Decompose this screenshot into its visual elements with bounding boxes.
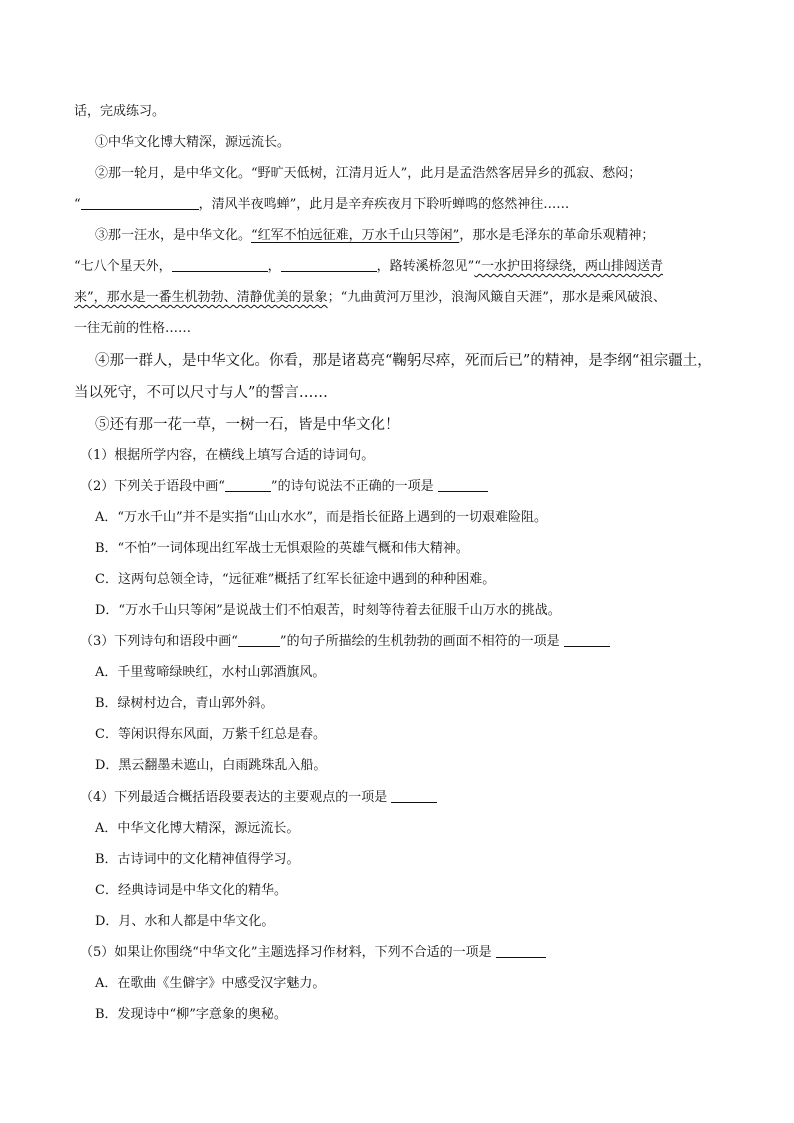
question-4-option-c[interactable]: C．经典诗词是中华文化的精华。 [95,883,287,898]
question-5: （5）如果让你围绕“中华文化”主题选择习作材料，下列不合适的一项是 [80,944,546,962]
question-2-option-a[interactable]: A．“万水千山”并不是实指“山山水水”，而是指长征路上遇到的一切艰难险阻。 [95,510,547,525]
paragraph-3-line-3: 来”，那水是一番生机勃勃、清静优美的景象；“九曲黄河万里沙，浪淘风簸自天涯”，那水是乘风破浪、 [74,290,666,305]
intro-line: 话，完成练习。 [74,104,166,119]
question-2-option-c[interactable]: C．这两句总领全诗，“远征难”概括了红军长征途中遇到的种种困难。 [95,572,496,587]
answer-blank-2[interactable] [172,258,268,272]
answer-blank-1[interactable] [81,196,199,210]
answer-blank-q5[interactable] [496,944,546,958]
wavy-mark-blank [238,633,280,647]
paragraph-3-line-1: ③那一汪水，是中华文化。“红军不怕远征难，万水千山只等闲”，那水是毛泽东的革命乐观精神； [95,228,655,243]
question-2: （2）下列关于语段中画“ ”的诗句说法不正确的一项是 [80,478,488,496]
paragraph-5: ⑤还有那一花一草，一树一石，皆是中华文化！ [95,417,400,433]
question-4-option-b[interactable]: B．古诗词中的文化精神值得学习。 [95,852,300,867]
question-3: （3）下列诗句和语段中画“ ”的句子所描绘的生机勃勃的画面不相符的一项是 [80,633,610,651]
answer-blank-q2[interactable] [438,478,488,492]
question-2-option-b[interactable]: B．“不怕”一词体现出红军战士无惧艰险的英雄气概和伟大精神。 [95,541,469,556]
question-4-option-d[interactable]: D．月、水和人都是中华文化。 [95,914,275,929]
paragraph-1: ①中华文化博大精深，源远流长。 [95,135,291,150]
paragraph-2-line-2: “ ，清风半夜鸣蝉”，此月是辛弃疾夜月下聆听蝉鸣的悠然神往…… [74,197,570,212]
question-3-option-b[interactable]: B．绿树村边合，青山郭外斜。 [95,696,274,711]
wavy-underlined-poem: “一水护田将绿绕，两山排闼送青 [474,259,663,274]
question-1: （1）根据所学内容，在横线上填写合适的诗词句。 [80,448,375,463]
question-5-option-a[interactable]: A．在歌曲《生僻字》中感受汉字魅力。 [95,976,326,991]
answer-blank-3[interactable] [281,258,377,272]
underline-mark-blank [225,478,271,492]
answer-blank-q3[interactable] [564,633,610,647]
question-4-option-a[interactable]: A．中华文化博大精深，源远流长。 [95,821,300,836]
paragraph-4-line-1: ④那一群人，是中华文化。你看，那是诸葛亮“鞠躬尽瘁，死而后已”的精神，是李纲“祖宗疆土， [95,353,712,369]
question-3-option-c[interactable]: C．等闲识得东风面，万紫千红总是春。 [95,727,326,742]
question-2-option-d[interactable]: D．“万水千山只等闲”是说战士们不怕艰苦，时刻等待着去征服千山万水的挑战。 [95,603,561,618]
paragraph-3-line-4: 一往无前的性格…… [74,321,192,336]
paragraph-3-line-2: “七八个星天外， ， ，路转溪桥忽见”“一水护田将绿绕，两山排闼送青 [74,259,663,274]
wavy-underlined-text: 来”，那水是一番生机勃勃、清静优美的景象 [74,290,328,305]
question-3-option-a[interactable]: A．千里莺啼绿映红，水村山郭酒旗风。 [95,665,326,680]
question-5-option-b[interactable]: B．发现诗中“柳”字意象的奥秘。 [95,1007,287,1022]
question-4: （4）下列最适合概括语段要表达的主要观点的一项是 [80,789,437,807]
paragraph-2-line-1: ②那一轮月，是中华文化。“野旷天低树，江清月近人”，此月是孟浩然客居异乡的孤寂、愁闷； [95,166,642,181]
question-3-option-d[interactable]: D．黑云翻墨未遮山，白雨跳珠乱入船。 [95,758,327,773]
paragraph-4-line-2: 当以死守，不可以尺寸与人”的誓言…… [74,385,328,401]
answer-blank-q4[interactable] [391,789,437,803]
underlined-poem: “红军不怕远征难，万水千山只等闲” [251,228,460,243]
